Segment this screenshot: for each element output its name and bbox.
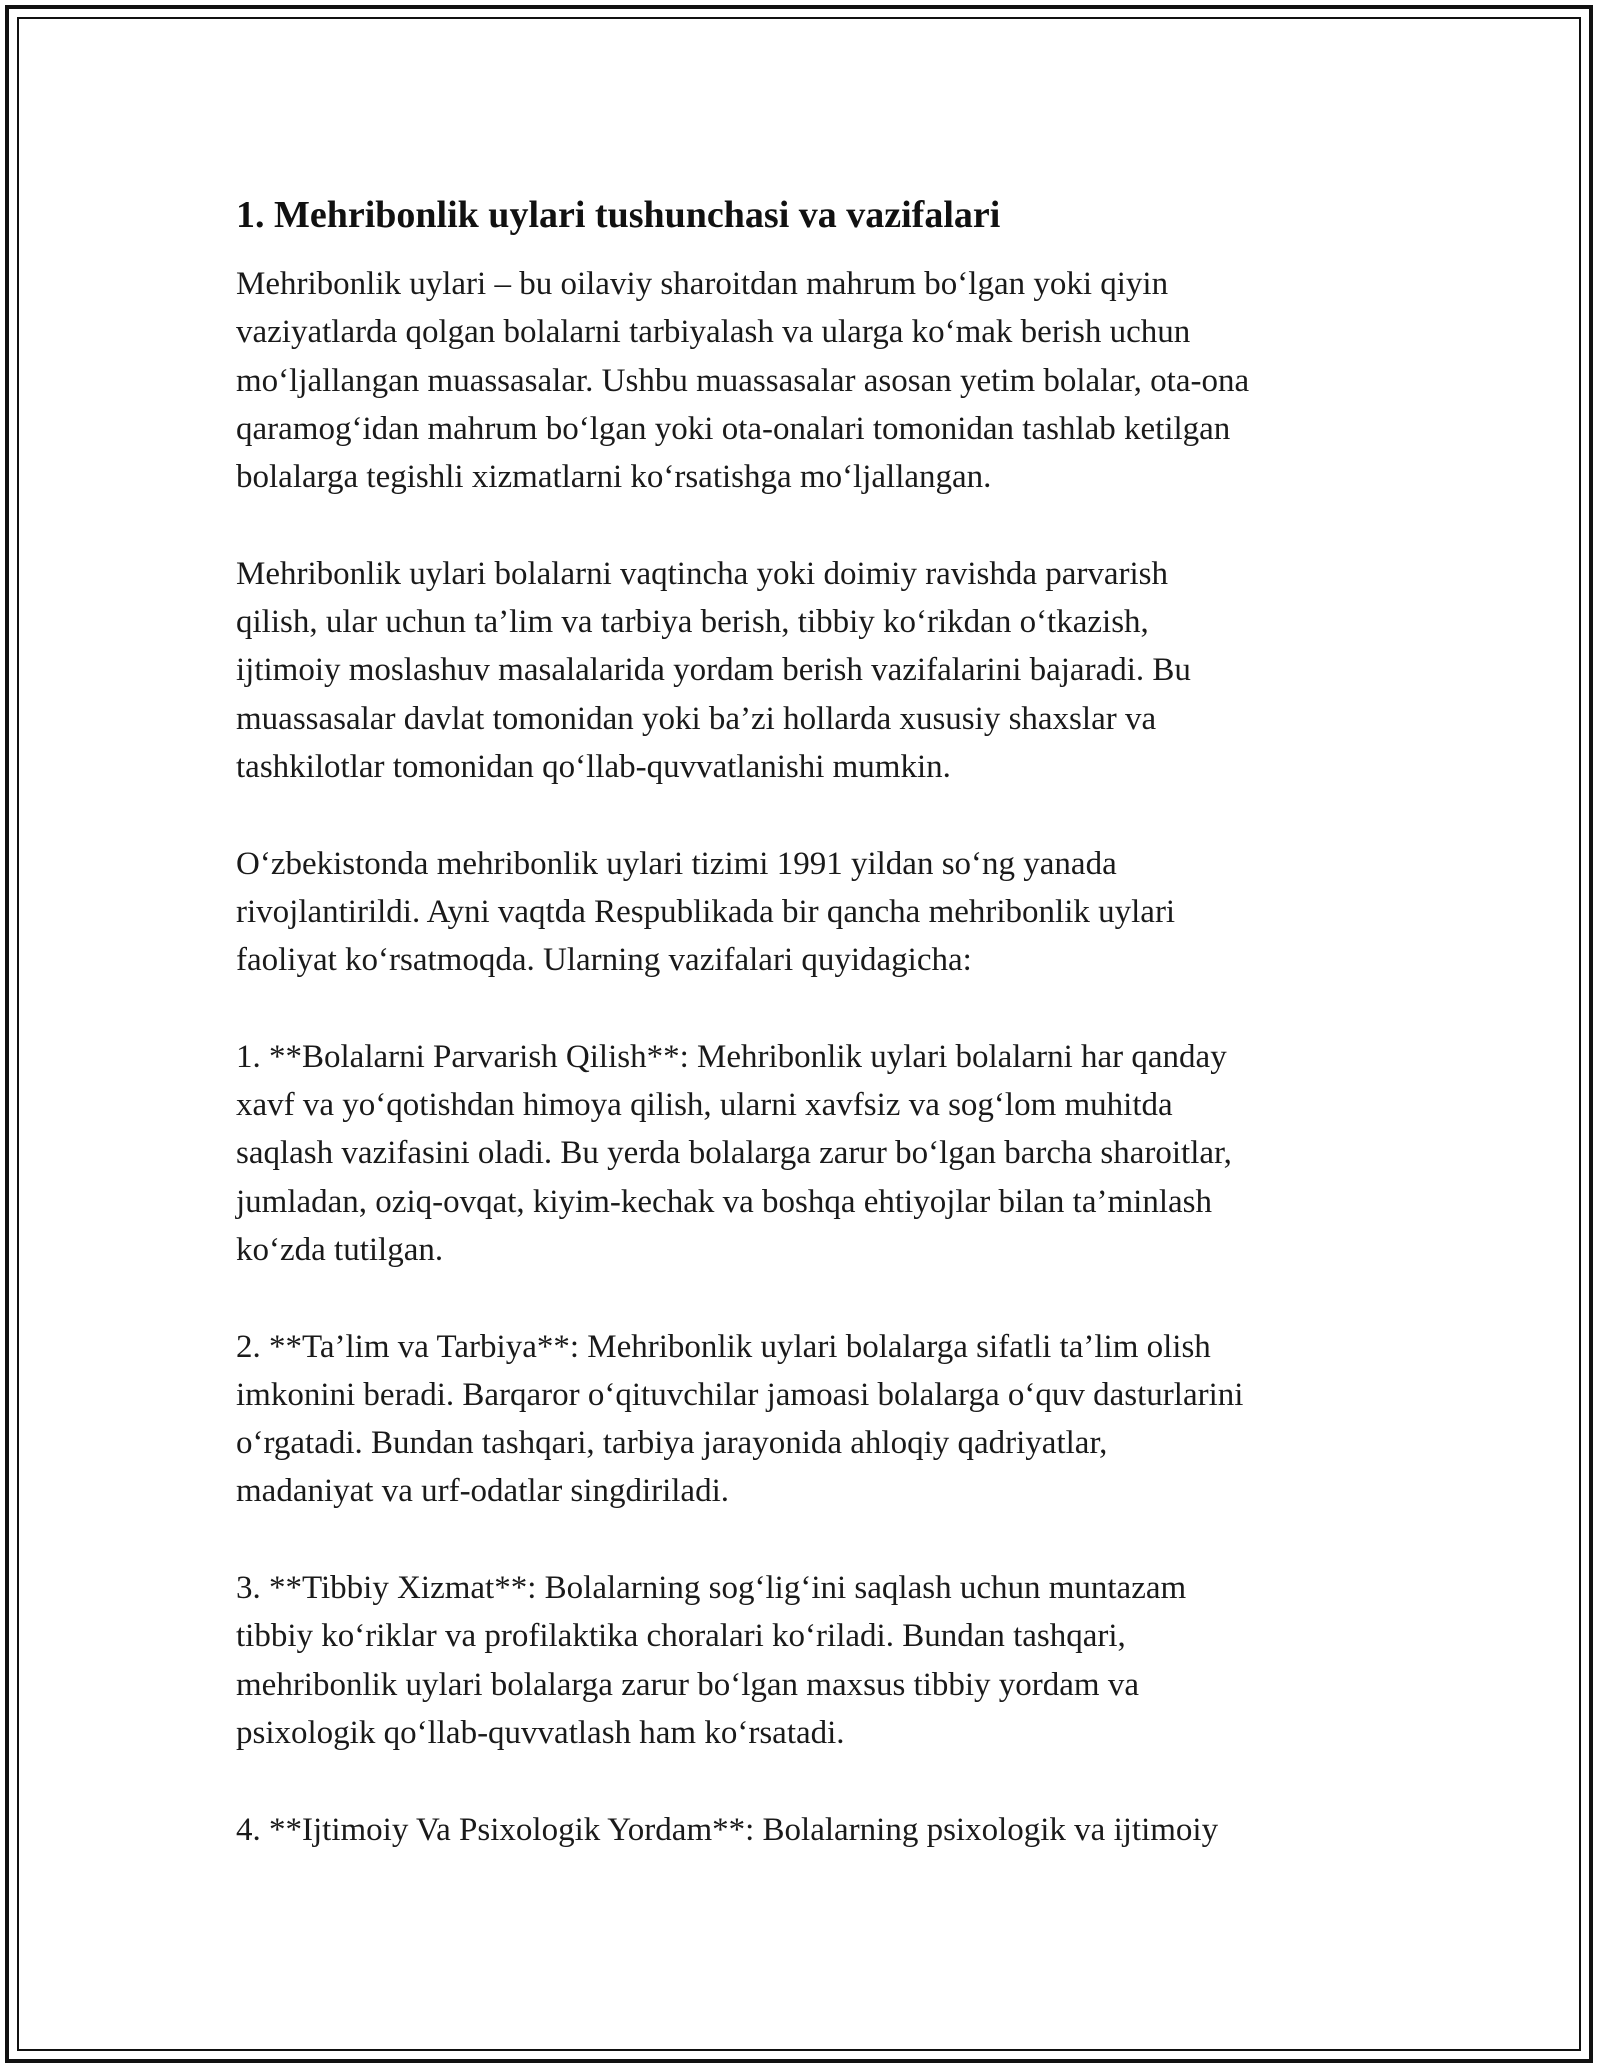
- text-line: vaziyatlarda qolgan bolalarni tarbiyalash va ularga ko‘mak berish uchun: [236, 314, 1191, 351]
- text-line: ko‘zda tutilgan.: [236, 1231, 444, 1268]
- text-line: jumladan, oziq-ovqat, kiyim-kechak va boshqa ehtiyojlar bilan ta’minlash: [236, 1183, 1212, 1220]
- paragraph: [236, 1564, 1376, 1757]
- text-line: rivojlantirildi. Ayni vaqtda Respublikada bir qancha mehribonlik uylari: [236, 893, 1176, 930]
- text-line: mehribonlik uylari bolalarga zarur bo‘lgan maxsus tibbiy yordam va: [236, 1666, 1139, 1703]
- paragraphs-container: [236, 260, 1376, 1854]
- text-line: 3. **Tibbiy Xizmat**: Bolalarning sog‘lig‘ini saqlash uchun muntazam: [236, 1570, 1187, 1607]
- text-line: xavf va yo‘qotishdan himoya qilish, ularni xavfsiz va sog‘lom muhitda: [236, 1087, 1173, 1124]
- text-line: bolalarga tegishli xizmatlarni ko‘rsatishga mo‘ljallangan.: [236, 459, 992, 496]
- text-line: O‘zbekistonda mehribonlik uylari tizimi 1991 yildan so‘ng yanada: [236, 845, 1117, 882]
- text-line: saqlash vazifasini oladi. Bu yerda bolalarga zarur bo‘lgan barcha sharoitlar,: [236, 1135, 1232, 1172]
- text-line: ijtimoiy moslashuv masalalarida yordam berish vazifalarini bajaradi. Bu: [236, 652, 1191, 689]
- text-line: 1. **Bolalarni Parvarish Qilish**: Mehribonlik uylari bolalarni har qanday: [236, 1038, 1227, 1075]
- text-line: qilish, ular uchun ta’lim va tarbiya berish, tibbiy ko‘rikdan o‘tkazish,: [236, 604, 1149, 641]
- text-line: imkonini beradi. Barqaror o‘qituvchilar jamoasi bolalarga o‘quv dasturlarini: [236, 1376, 1244, 1413]
- paragraph: [236, 1806, 1376, 1854]
- text-line: muassasalar davlat tomonidan yoki ba’zi hollarda xususiy shaxslar va: [236, 700, 1157, 737]
- paragraph: [236, 1323, 1376, 1516]
- text-line: 2. **Ta’lim va Tarbiya**: Mehribonlik uylari bolalarga sifatli ta’lim olish: [236, 1328, 1211, 1365]
- paragraph: [236, 260, 1376, 501]
- text-line: madaniyat va urf-odatlar singdiriladi.: [236, 1473, 730, 1510]
- text-line: tibbiy ko‘riklar va profilaktika choralari ko‘riladi. Bundan tashqari,: [236, 1618, 1126, 1655]
- text-line: faoliyat ko‘rsatmoqda. Ularning vazifalari quyidagicha:: [236, 942, 972, 979]
- text-line: tashkilotlar tomonidan qo‘llab-quvvatlanishi mumkin.: [236, 748, 951, 785]
- text-line: 4. **Ijtimoiy Va Psixologik Yordam**: Bolalarning psixologik va ijtimoiy: [236, 1811, 1219, 1848]
- paragraph: [236, 550, 1376, 791]
- text-line: o‘rgatadi. Bundan tashqari, tarbiya jarayonida ahloqiy qadriyatlar,: [236, 1425, 1108, 1462]
- text-line: qaramog‘idan mahrum bo‘lgan yoki ota-onalari tomonidan tashlab ketilgan: [236, 410, 1231, 447]
- section-heading: 1. Mehribonlik uylari tushunchasi va vazifalari: [236, 194, 1001, 236]
- text-line: mo‘ljallangan muassasalar. Ushbu muassasalar asosan yetim bolalar, ota-ona: [236, 362, 1250, 399]
- paragraph: [236, 840, 1376, 985]
- text-line: Mehribonlik uylari – bu oilaviy sharoitdan mahrum bo‘lgan yoki qiyin: [236, 266, 1169, 302]
- paragraph: [236, 1033, 1376, 1274]
- text-line: psixologik qo‘llab-quvvatlash ham ko‘rsatadi.: [236, 1714, 845, 1751]
- text-line: Mehribonlik uylari bolalarni vaqtincha yoki doimiy ravishda parvarish: [236, 555, 1169, 592]
- document-body: [236, 190, 1376, 1902]
